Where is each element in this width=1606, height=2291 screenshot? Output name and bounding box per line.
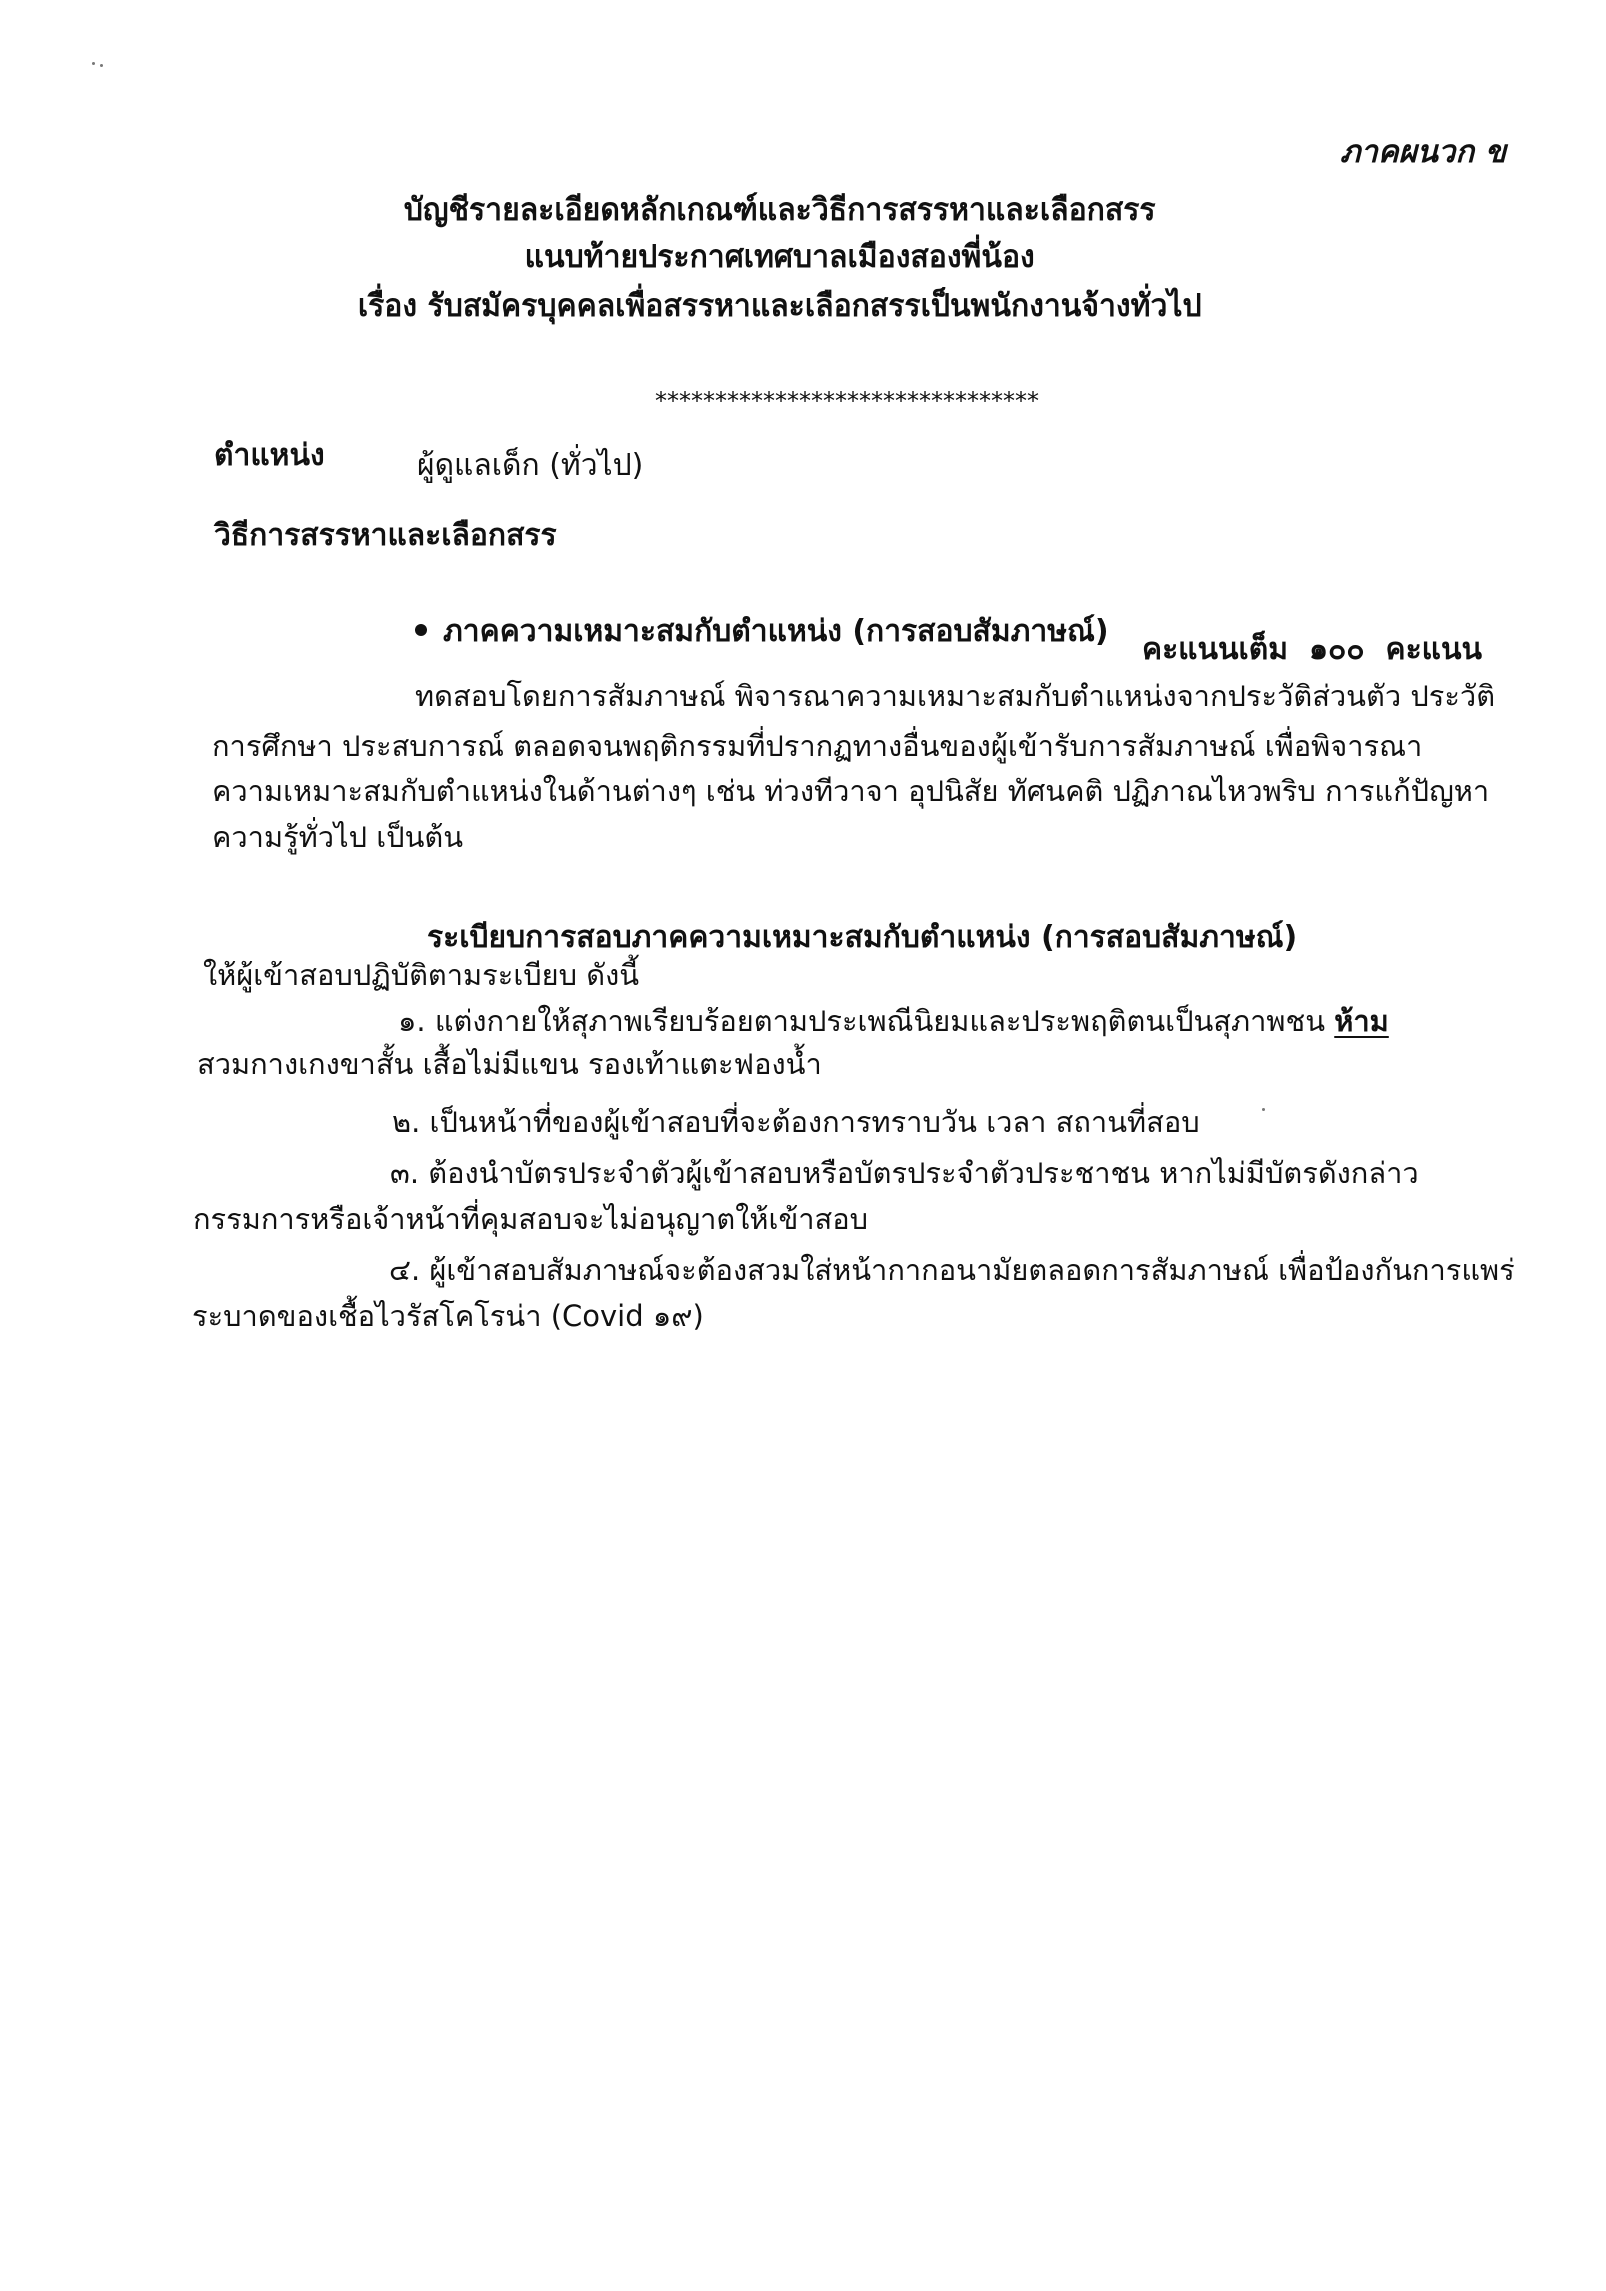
description-line-2: การศึกษา ประสบการณ์ ตลอดจนพฤติกรรมที่ปรากฏทางอื่นของผู้เข้ารับการสัมภาษณ์ เพื่อพิจารณา [212, 729, 1423, 763]
method-heading: วิธีการสรรหาและเลือกสรร [214, 518, 557, 553]
rule-item-2: ๒. เป็นหน้าที่ของผู้เข้าสอบที่จะต้องการทราบวัน เวลา สถานที่สอบ [392, 1105, 1200, 1139]
rule-item-1-text: ๑. แต่งกายให้สุภาพเรียบร้อยตามประเพณีนิยมและประพฤติตนเป็นสุภาพชน [398, 1004, 1326, 1038]
section-score [1142, 630, 1482, 670]
score-value: ๑๐๐ [1308, 632, 1365, 667]
appendix-label: ภาคผนวก ข [1340, 134, 1507, 170]
scan-speck [1262, 1108, 1265, 1111]
position-value: ผู้ดูแลเด็ก (ทั่วไป) [417, 448, 644, 483]
score-unit: คะแนน [1385, 632, 1483, 667]
rules-intro: ให้ผู้เข้าสอบปฏิบัติตามระเบียบ ดังนี้ [203, 958, 640, 992]
section-heading-text: ภาคความเหมาะสมกับตำแหน่ง (การสอบสัมภาษณ์) [443, 614, 1109, 649]
rule-item-1 [398, 1001, 1389, 1041]
scan-speck [92, 62, 95, 65]
rule-item-4-continuation: ระบาดของเชื้อไวรัสโคโรน่า (Covid ๑๙) [192, 1299, 704, 1333]
description-line-1: ทดสอบโดยการสัมภาษณ์ พิจารณาความเหมาะสมกับตำแหน่งจากประวัติส่วนตัว ประวัติ [415, 679, 1496, 713]
separator-line: ******************************** [655, 387, 1039, 415]
bullet-icon [415, 624, 427, 636]
score-label: คะแนนเต็ม [1142, 632, 1289, 667]
rule-item-1-emphasis: ห้าม [1334, 1004, 1389, 1038]
section-heading [415, 612, 1109, 652]
rules-heading: ระเบียบการสอบภาคความเหมาะสมกับตำแหน่ง (การสอบสัมภาษณ์) [427, 920, 1298, 955]
title-line-1: บัญชีรายละเอียดหลักเกณฑ์และวิธีการสรรหาและเลือกสรร [403, 192, 1156, 228]
rule-item-1-continuation: สวมกางเกงขาสั้น เสื้อไม่มีแขน รองเท้าแตะฟองน้ำ [197, 1047, 822, 1081]
position-label: ตำแหน่ง [214, 438, 325, 473]
title-line-2: แนบท้ายประกาศเทศบาลเมืองสองพี่น้อง [524, 239, 1035, 275]
rule-item-3-continuation: กรรมการหรือเจ้าหน้าที่คุมสอบจะไม่อนุญาตให้เข้าสอบ [193, 1202, 869, 1236]
rule-item-4: ๔. ผู้เข้าสอบสัมภาษณ์จะต้องสวมใส่หน้ากากอนามัยตลอดการสัมภาษณ์ เพื่อป้องกันการแพร่ [389, 1253, 1515, 1287]
description-line-3: ความเหมาะสมกับตำแหน่งในด้านต่างๆ เช่น ท่วงทีวาจา อุปนิสัย ทัศนคติ ปฏิภาณไหวพริบ การแก้ปัญหา [212, 774, 1490, 808]
rule-item-3: ๓. ต้องนำบัตรประจำตัวผู้เข้าสอบหรือบัตรประจำตัวประชาชน หากไม่มีบัตรดังกล่าว [390, 1156, 1419, 1190]
description-line-4: ความรู้ทั่วไป เป็นต้น [212, 820, 464, 854]
title-line-3: เรื่อง รับสมัครบุคคลเพื่อสรรหาและเลือกสรรเป็นพนักงานจ้างทั่วไป [357, 288, 1202, 324]
scan-speck [100, 64, 103, 67]
